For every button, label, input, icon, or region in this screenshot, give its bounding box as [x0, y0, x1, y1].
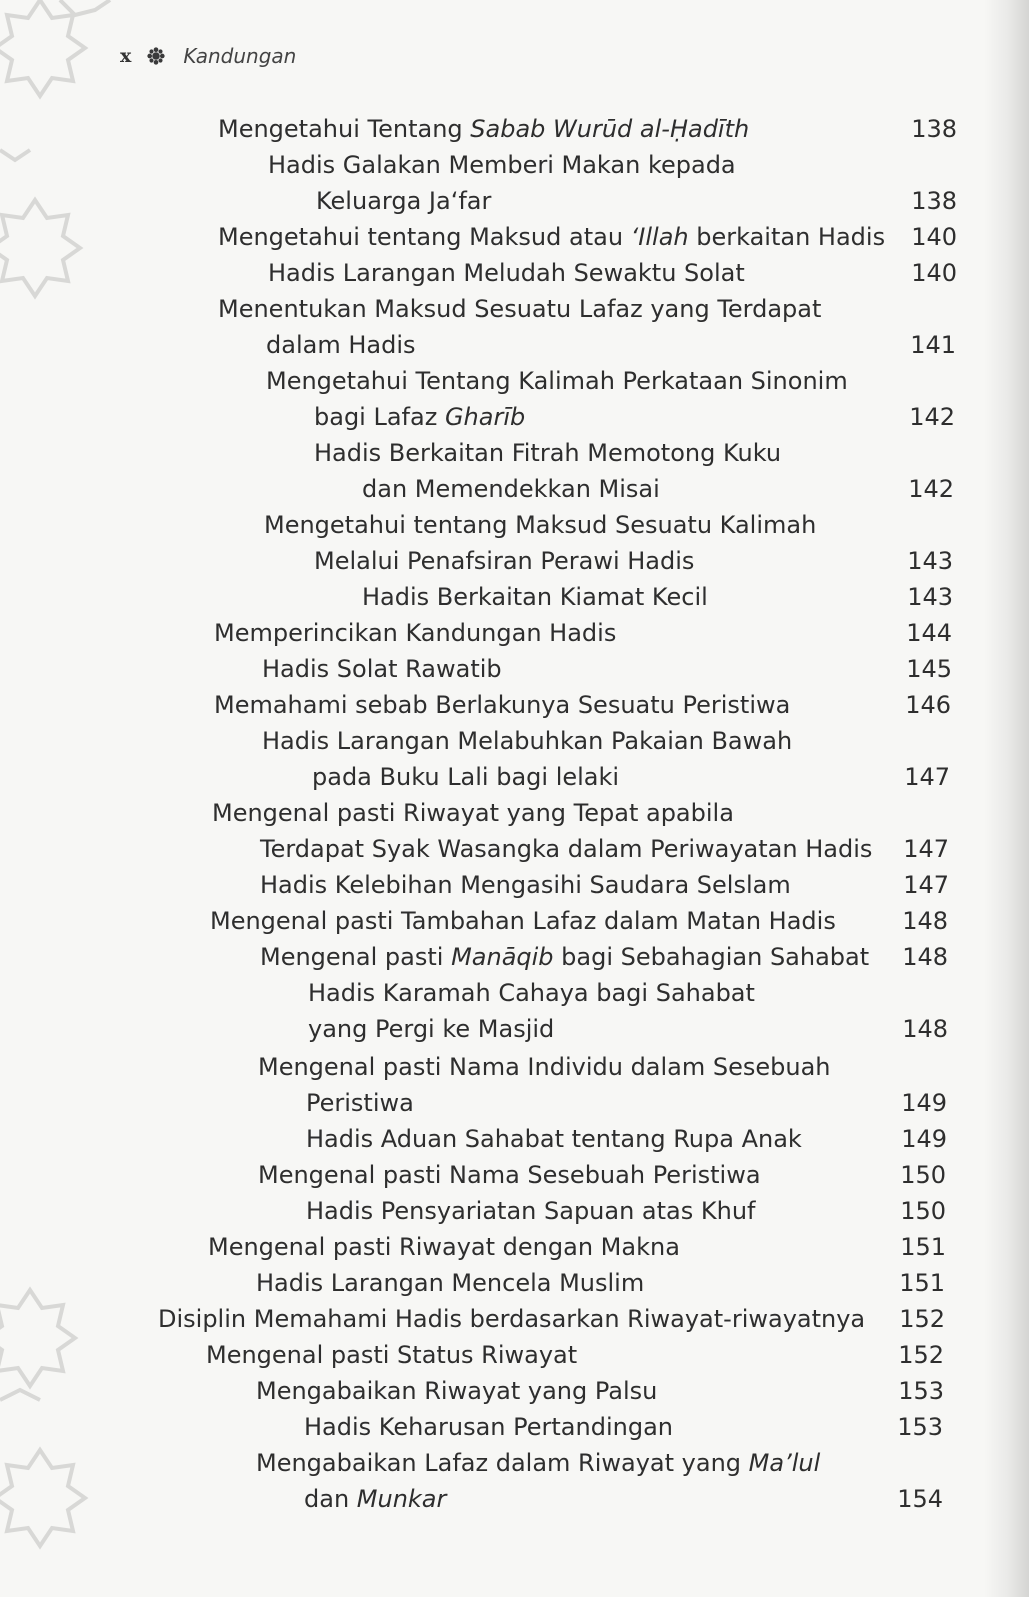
toc-entry-text: Mengenal pasti [260, 943, 452, 971]
toc-entry-text: Melalui Penafsiran Perawi Hadis [314, 547, 695, 575]
toc-entry-title [314, 435, 781, 471]
toc-entry-title [262, 723, 792, 759]
toc-entry-text: Menentukan Maksud Sesuatu Lafaz yang Terdapat [218, 295, 822, 323]
toc-entry-text: Mengenal pasti Riwayat yang Tepat apabila [212, 799, 734, 827]
toc-entry-title [314, 399, 525, 435]
toc-entry-text: Mengenal pasti Riwayat dengan Makna [208, 1233, 680, 1261]
toc-entry-title [362, 579, 708, 615]
toc-page-number: 140 [911, 223, 957, 251]
toc-page-number: 151 [900, 1233, 946, 1261]
toc-page-number: 152 [899, 1305, 945, 1333]
toc-page-number: 147 [904, 763, 950, 791]
toc-entry-title [268, 255, 745, 291]
toc-page-number: 148 [902, 943, 948, 971]
toc-page-number: 143 [907, 583, 953, 611]
toc-entry-text: ‘Illah [630, 223, 689, 251]
toc-page-number: 148 [902, 1015, 948, 1043]
toc-entry-text: Hadis Aduan Sahabat tentang Rupa Anak [306, 1125, 802, 1153]
toc-entry-title [258, 1049, 831, 1085]
toc-page-number: 149 [901, 1089, 947, 1117]
toc-entry-title [304, 1409, 673, 1445]
toc-entry-text: Mengetahui Tentang Kalimah Perkataan Sinonim [266, 367, 848, 395]
page-number: x [120, 45, 132, 67]
toc-entry-title [256, 1265, 644, 1301]
toc-entry-text: Mengetahui tentang Maksud atau [218, 223, 631, 251]
toc-page-number: 154 [897, 1485, 943, 1513]
toc-entry-text: Mengenal pasti Nama Individu dalam Sesebuah [258, 1053, 831, 1081]
toc-entry-title [306, 1121, 802, 1157]
toc-entry-text: pada Buku Lali bagi lelaki [312, 763, 620, 791]
toc-entry-text: Gharīb [444, 403, 526, 431]
toc-entry-text: Hadis Berkaitan Fitrah Memotong Kuku [314, 439, 782, 467]
toc-entry-text: yang Pergi ke Masjid [308, 1015, 555, 1043]
toc-entry-text: dan Memendekkan Misai [362, 475, 660, 503]
toc-entry-title [158, 1301, 865, 1337]
toc-entry-text: Memperincikan Kandungan Hadis [214, 619, 617, 647]
toc-entry-title [312, 759, 619, 795]
header-section-title: Kandungan [183, 44, 297, 68]
toc-entry-text: Hadis Solat Rawatib [262, 655, 502, 683]
toc-page-number: 151 [899, 1269, 945, 1297]
toc-entry-text: Mengenal pasti Tambahan Lafaz dalam Matan Hadis [210, 907, 836, 935]
toc-entry-title [210, 903, 836, 939]
toc-entry-title [316, 183, 491, 219]
toc-entry-title [260, 939, 869, 975]
toc-entry-title [362, 471, 660, 507]
toc-page-number: 153 [897, 1413, 943, 1441]
toc-entry-title [308, 975, 755, 1011]
toc-entry-text: Hadis Pensyariatan Sapuan atas Khuf [306, 1197, 756, 1225]
toc-page-number: 138 [911, 115, 957, 143]
toc-entry-text: Hadis Larangan Melabuhkan Pakaian Bawah [262, 727, 793, 755]
toc-page-number: 148 [902, 907, 948, 935]
toc-page-number: 141 [910, 331, 956, 359]
toc-entry-text: Mengabaikan Lafaz dalam Riwayat yang [256, 1449, 749, 1477]
toc-entry-title [260, 831, 872, 867]
toc-page-number: 153 [898, 1377, 944, 1405]
toc-entry-text: Sabab Wurūd al-Ḥadīth [470, 115, 750, 143]
toc-entry-title [258, 1157, 761, 1193]
toc-entry-title [212, 795, 734, 831]
toc-entry-text: bagi Lafaz [314, 403, 445, 431]
toc-entry-text: Peristiwa [306, 1089, 414, 1117]
toc-entry-text: Hadis Karamah Cahaya bagi Sahabat [308, 979, 755, 1007]
toc-entry-text: Hadis Galakan Memberi Makan kepada [268, 151, 736, 179]
toc-entry-text: Mengenal pasti Status Riwayat [206, 1341, 578, 1369]
toc-entry-text: Munkar [356, 1485, 447, 1513]
toc-entry-text: Mengabaikan Riwayat yang Palsu [256, 1377, 658, 1405]
toc-page-number: 149 [901, 1125, 947, 1153]
toc-entry-title [314, 543, 694, 579]
toc-entry-text: Mengetahui Tentang [218, 115, 471, 143]
toc-entry-text: Hadis Larangan Mencela Muslim [256, 1269, 645, 1297]
toc-entry-title [260, 867, 791, 903]
toc-page-number: 150 [900, 1197, 946, 1225]
toc-entry-title [268, 147, 736, 183]
toc-entry-title [218, 291, 821, 327]
toc-page-number: 143 [907, 547, 953, 575]
toc-entry-text: Hadis Larangan Meludah Sewaktu Solat [268, 259, 745, 287]
toc-entry-text: Hadis Keharusan Pertandingan [304, 1413, 673, 1441]
toc-entry-text: dan [304, 1485, 357, 1513]
toc-page-number: 147 [903, 835, 949, 863]
toc-entry-text: Keluarga Ja‘far [316, 187, 492, 215]
toc-page-number: 150 [900, 1161, 946, 1189]
toc-entry-title [214, 615, 616, 651]
toc-entry-title [304, 1481, 446, 1517]
toc-page-number: 138 [911, 187, 957, 215]
toc-entry-text: berkaitan Hadis [688, 223, 886, 251]
toc-entry-text: Mengetahui tentang Maksud Sesuatu Kalimah [264, 511, 817, 539]
toc-entry-title [208, 1229, 680, 1265]
toc-entry-title [214, 687, 790, 723]
toc-entry-text: dalam Hadis [266, 331, 416, 359]
toc-page-number: 147 [903, 871, 949, 899]
toc-entry-title [262, 651, 502, 687]
toc-entry-title [308, 1011, 554, 1047]
toc-entry-title [264, 507, 816, 543]
toc-entry-text: Disiplin Memahami Hadis berdasarkan Riwayat-riwayatnya [158, 1305, 866, 1333]
toc-entry-text: Hadis Berkaitan Kiamat Kecil [362, 583, 708, 611]
toc-entry-text: Mengenal pasti Nama Sesebuah Peristiwa [258, 1161, 761, 1189]
toc-entry-title [266, 327, 415, 363]
toc-page-number: 145 [906, 655, 952, 683]
toc-entry-text: Hadis Kelebihan Mengasihi Saudara Selslam [260, 871, 791, 899]
toc-entry-title [266, 363, 848, 399]
toc-page-number: 144 [906, 619, 952, 647]
toc-entry-title [306, 1085, 414, 1121]
toc-entry-title [218, 219, 885, 255]
toc-entry-text: bagi Sebahagian Sahabat [553, 943, 870, 971]
toc-entry-text: Memahami sebab Berlakunya Sesuatu Peristiwa [214, 691, 791, 719]
toc-page-number: 142 [909, 403, 955, 431]
toc-entry-title [256, 1445, 820, 1481]
toc-entry-title [256, 1373, 657, 1409]
toc-entry-title [306, 1193, 756, 1229]
toc-entry-text: Terdapat Syak Wasangka dalam Periwayatan Hadis [260, 835, 873, 863]
toc-page-number: 146 [905, 691, 951, 719]
toc-entry-text: Ma’lul [748, 1449, 821, 1477]
toc-page-number: 140 [911, 259, 957, 287]
toc-entry-title [206, 1337, 577, 1373]
toc-page-number: 142 [908, 475, 954, 503]
toc-entry-title [218, 111, 749, 147]
toc-entry-text: Manāqib [451, 943, 554, 971]
toc-page-number: 152 [898, 1341, 944, 1369]
